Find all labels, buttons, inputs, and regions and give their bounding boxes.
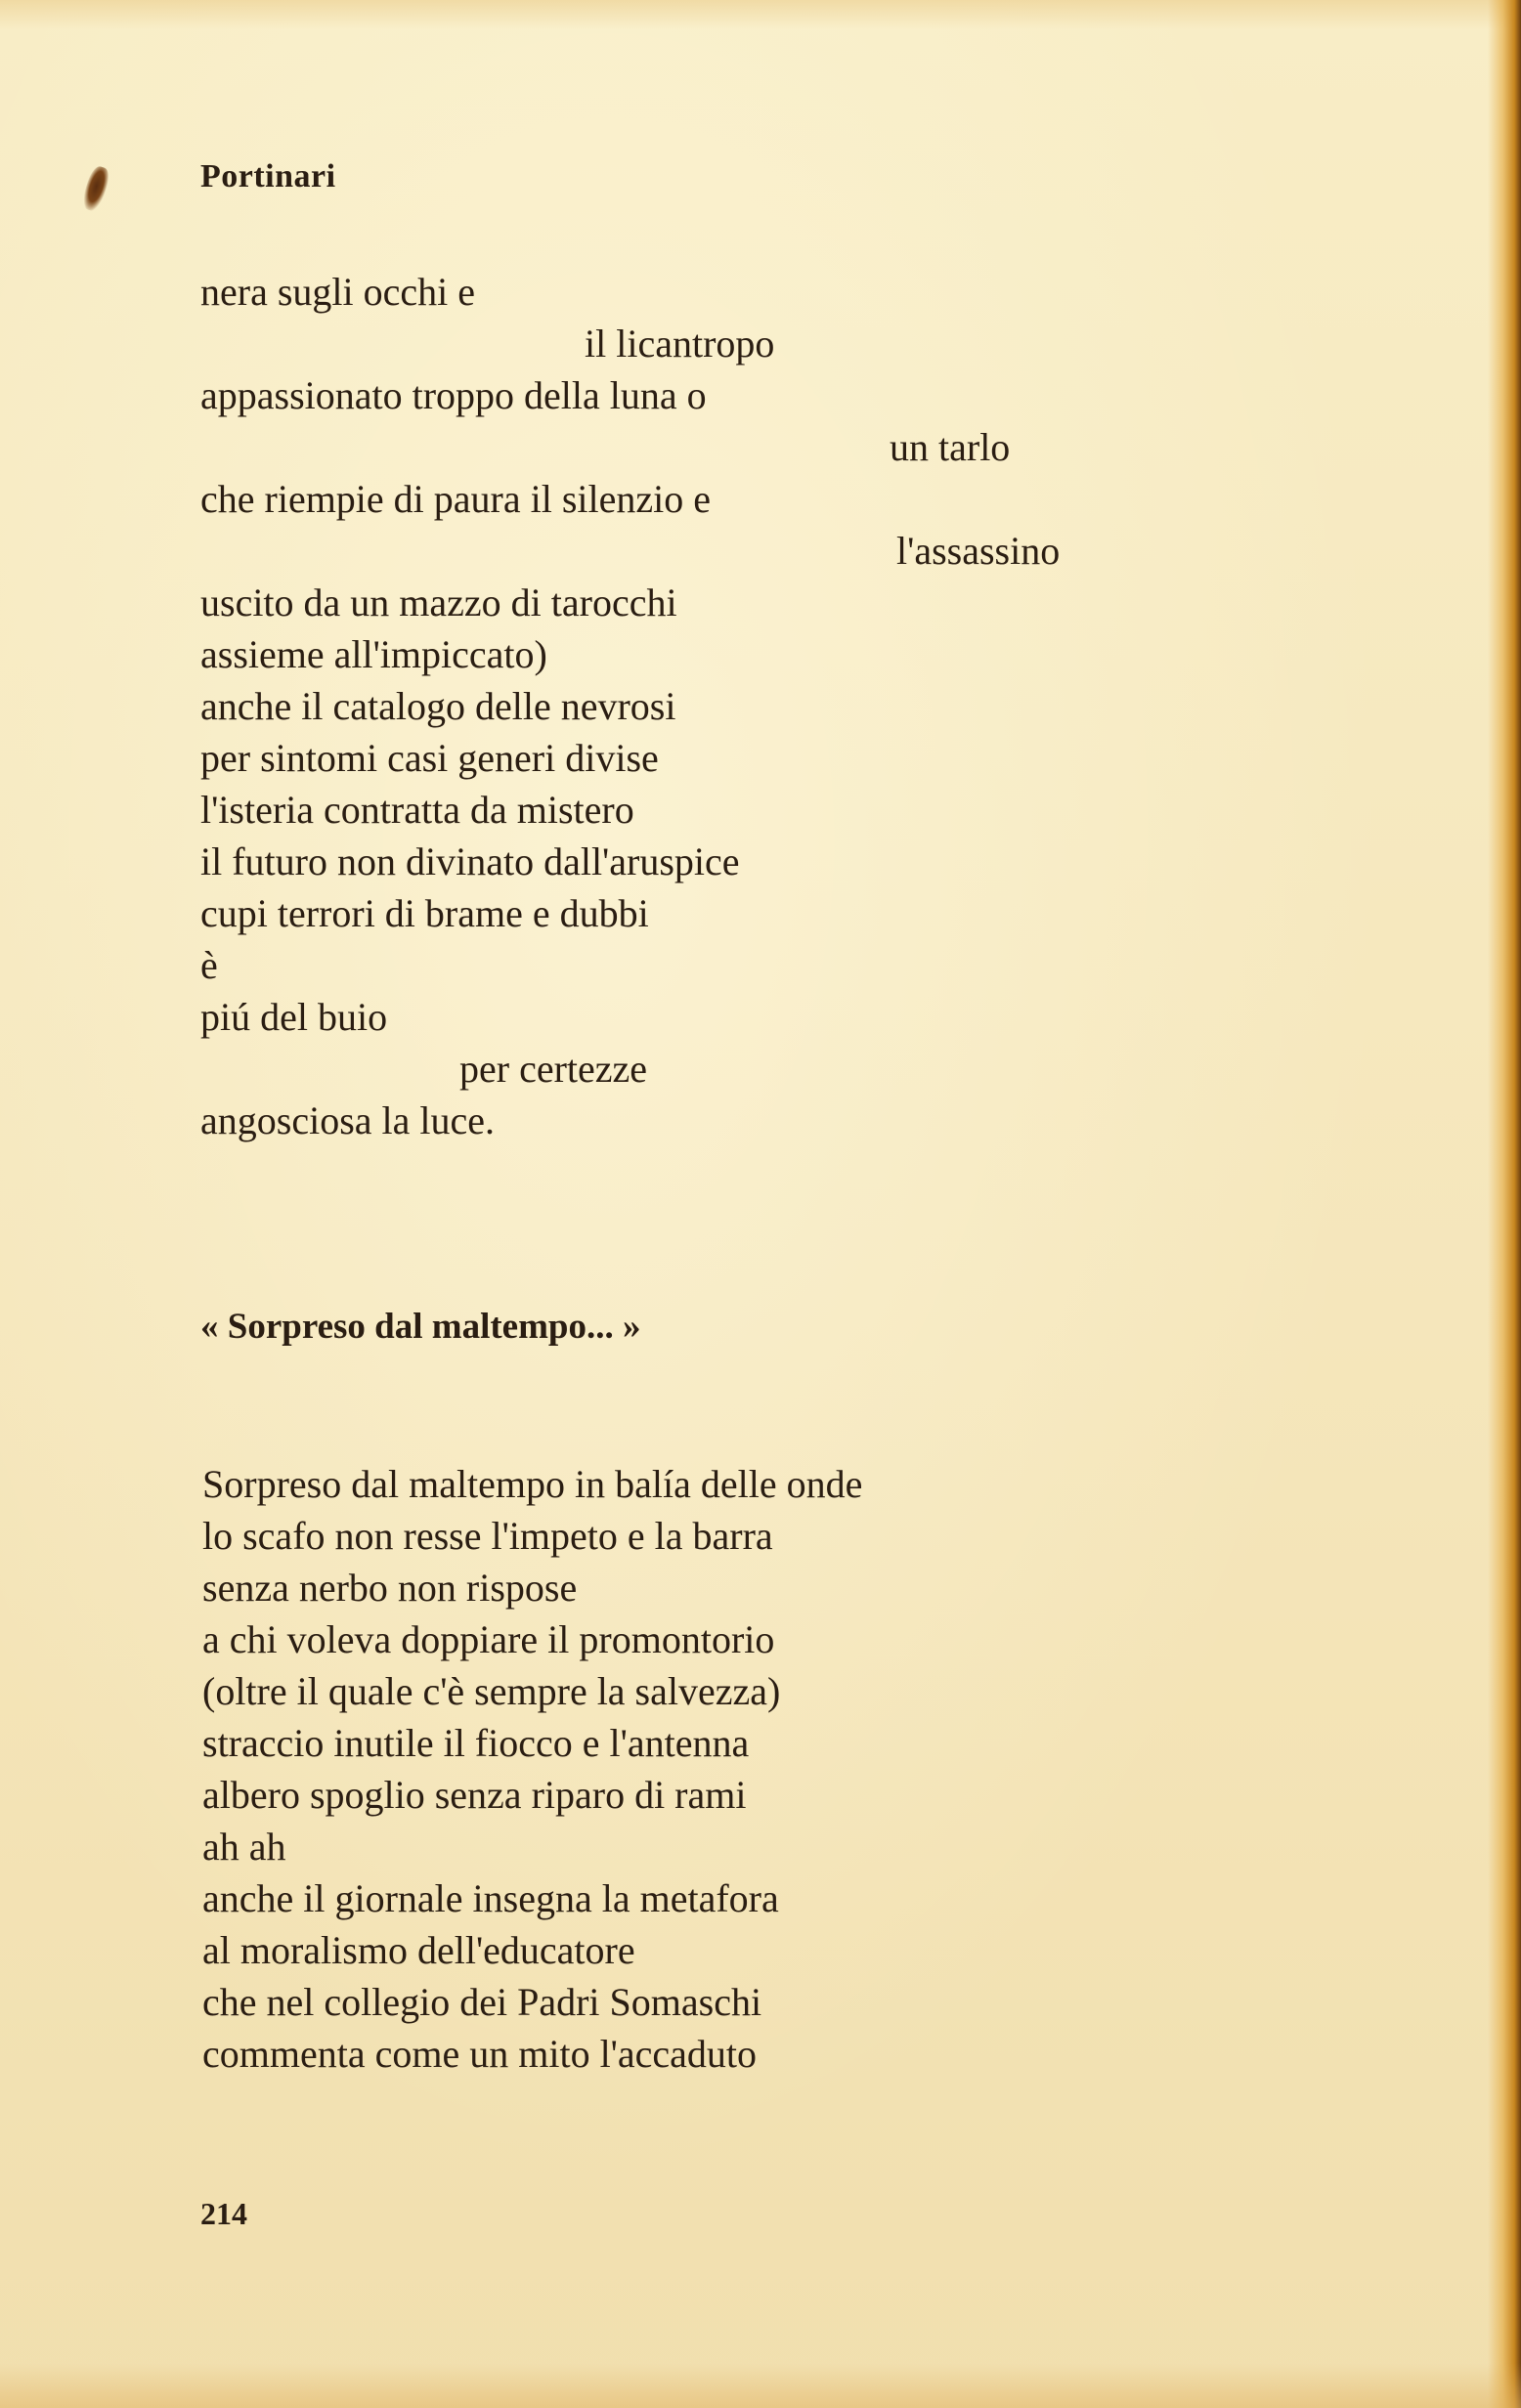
poem-line: il futuro non divinato dall'aruspice bbox=[200, 839, 740, 883]
poem-line: Sorpreso dal maltempo in balía delle onde bbox=[202, 1462, 863, 1506]
page-top-shadow bbox=[0, 0, 1521, 29]
poem-line: l'isteria contratta da mistero bbox=[200, 788, 634, 832]
poem-line: straccio inutile il fiocco e l'antenna bbox=[202, 1721, 750, 1765]
poem-line: ah ah bbox=[202, 1825, 286, 1869]
poem-line: (oltre il quale c'è sempre la salvezza) bbox=[202, 1669, 781, 1713]
poem-line: l'assassino bbox=[896, 529, 1061, 573]
poem-line: per sintomi casi generi divise bbox=[200, 736, 659, 780]
poem-title: « Sorpreso dal maltempo... » bbox=[200, 1307, 641, 1347]
poem-line: al moralismo dell'educatore bbox=[202, 1928, 635, 1972]
poem-line: nera sugli occhi e bbox=[200, 270, 475, 314]
poem-line: che nel collegio dei Padri Somaschi bbox=[202, 1980, 762, 2024]
poem-line: anche il giornale insegna la metafora bbox=[202, 1876, 779, 1920]
poem-line: uscito da un mazzo di tarocchi bbox=[200, 580, 677, 624]
page-bottom-shadow bbox=[0, 2363, 1521, 2408]
page-edge-shadow bbox=[1488, 0, 1521, 2408]
poem-line: a chi voleva doppiare il promontorio bbox=[202, 1617, 775, 1661]
poem-line: il licantropo bbox=[585, 322, 775, 366]
ink-smudge-mark bbox=[79, 164, 111, 213]
poem-line: commenta come un mito l'accaduto bbox=[202, 2032, 758, 2076]
poem-line: senza nerbo non rispose bbox=[202, 1566, 578, 1610]
poem-line: albero spoglio senza riparo di rami bbox=[202, 1773, 747, 1817]
poem-line: un tarlo bbox=[890, 425, 1011, 469]
poem-line: appassionato troppo della luna o bbox=[200, 373, 707, 417]
poem-line: anche il catalogo delle nevrosi bbox=[200, 684, 676, 728]
poem-line: è bbox=[200, 943, 218, 987]
poem-line: per certezze bbox=[459, 1047, 648, 1091]
poem-line: piú del buio bbox=[200, 995, 388, 1039]
poem-line: cupi terrori di brame e dubbi bbox=[200, 891, 649, 935]
page-number: 214 bbox=[200, 2196, 247, 2231]
poem-line: che riempie di paura il silenzio e bbox=[200, 477, 712, 521]
poem-line: lo scafo non resse l'impeto e la barra bbox=[202, 1514, 773, 1558]
poem-line: angosciosa la luce. bbox=[200, 1098, 495, 1142]
running-head: Portinari bbox=[200, 158, 336, 194]
poem-line: assieme all'impiccato) bbox=[200, 632, 547, 676]
